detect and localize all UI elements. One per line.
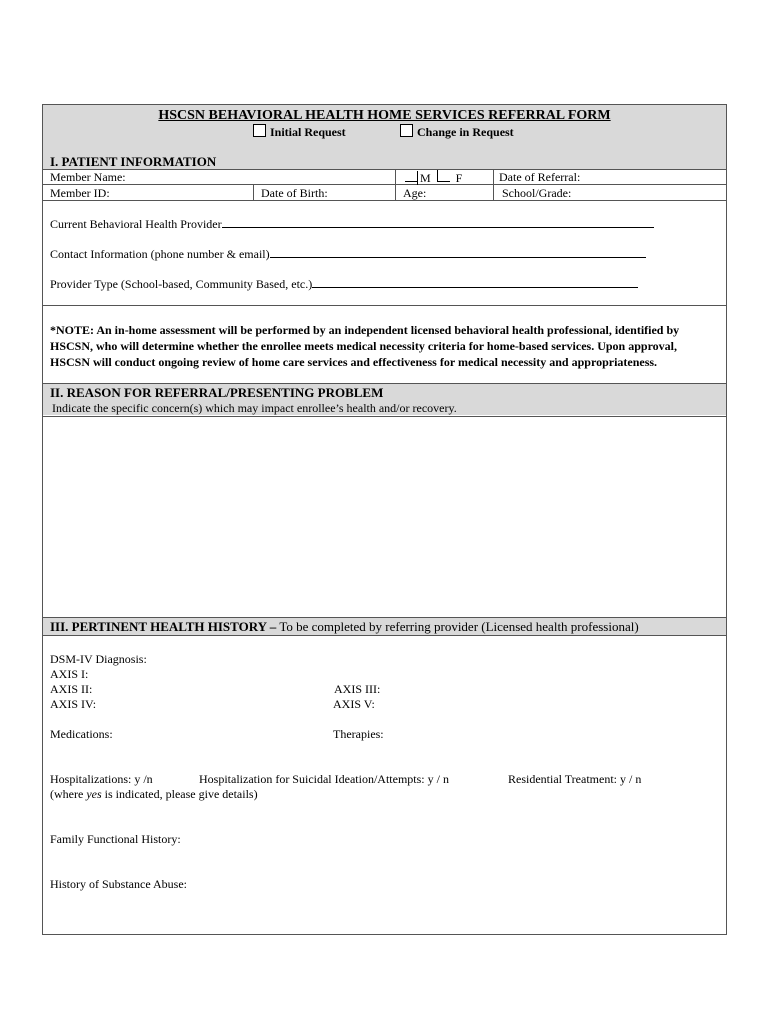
initial-request-label: Initial Request: [270, 125, 346, 139]
residential-treatment-field[interactable]: Residential Treatment: y / n: [508, 772, 642, 786]
therapies-field[interactable]: Therapies:: [333, 727, 384, 741]
axis5-field[interactable]: AXIS V:: [333, 697, 375, 711]
contact-row[interactable]: [50, 246, 646, 261]
section2-heading: II. REASON FOR REFERRAL/PRESENTING PROBLEM: [50, 385, 384, 400]
details-post: is indicated, please give details): [101, 787, 258, 801]
family-history-field[interactable]: Family Functional History:: [50, 832, 181, 846]
suicidal-hospitalization-field[interactable]: Hospitalization for Suicidal Ideation/Attempts: y / n: [199, 772, 449, 786]
dsm-label: DSM-IV Diagnosis:: [50, 652, 147, 666]
initial-request-checkbox[interactable]: [253, 124, 266, 137]
hospitalizations-field[interactable]: Hospitalizations: y /n: [50, 772, 153, 786]
medications-field[interactable]: Medications:: [50, 727, 113, 741]
gender-options[interactable]: [405, 170, 462, 185]
details-yes: yes: [86, 787, 102, 801]
axis3-field[interactable]: AXIS III:: [334, 682, 381, 696]
reason-textarea[interactable]: [43, 417, 726, 617]
member-name-field[interactable]: Member Name:: [50, 170, 126, 184]
substance-abuse-field[interactable]: History of Substance Abuse:: [50, 877, 187, 891]
section3-heading: [50, 619, 639, 634]
section3-heading-rest: To be completed by referring provider (Licensed health professional): [276, 619, 639, 634]
change-request-label: Change in Request: [417, 125, 514, 139]
details-instruction: [50, 787, 258, 801]
initial-request-option[interactable]: [253, 124, 346, 139]
referral-date-field[interactable]: Date of Referral:: [499, 170, 581, 184]
provider-type-row[interactable]: [50, 276, 638, 291]
member-id-field[interactable]: Member ID:: [50, 186, 110, 200]
change-request-option[interactable]: [400, 124, 514, 139]
dob-field[interactable]: Date of Birth:: [261, 186, 328, 200]
female-label: F: [455, 171, 463, 185]
details-pre: (where: [50, 787, 87, 801]
provider-row[interactable]: [50, 216, 654, 231]
change-request-checkbox[interactable]: [400, 124, 413, 137]
male-label: M: [417, 171, 431, 185]
axis2-field[interactable]: AXIS II:: [50, 682, 93, 696]
school-grade-field[interactable]: School/Grade:: [502, 186, 572, 200]
provider-label: Current Behavioral Health Provider: [50, 217, 222, 231]
axis4-field[interactable]: AXIS IV:: [50, 697, 97, 711]
axis1-field[interactable]: AXIS I:: [50, 667, 89, 681]
form-title: HSCSN BEHAVIORAL HEALTH HOME SERVICES REFERRAL FORM: [158, 108, 611, 123]
provider-type-label: Provider Type (School-based, Community Based, etc.): [50, 277, 313, 291]
age-field[interactable]: Age:: [403, 186, 427, 200]
note-paragraph: *NOTE: An in-home assessment will be performed by an independent licensed behavioral health professional, identified by HSCSN, who will determine whether the enrollee meets medical necessity criteria for home-based services. Upon approval, HSCSN will conduct ongoing review of home care services and effectiveness for medical necessity and appropriateness.: [50, 323, 680, 369]
section3-heading-bold: III. PERTINENT HEALTH HISTORY –: [50, 619, 277, 634]
referral-form: [42, 104, 727, 935]
contact-label: Contact Information (phone number & email): [50, 247, 270, 261]
section1-heading: I. PATIENT INFORMATION: [50, 154, 217, 169]
section2-subheading: Indicate the specific concern(s) which may impact enrollee’s health and/or recovery.: [52, 401, 457, 415]
